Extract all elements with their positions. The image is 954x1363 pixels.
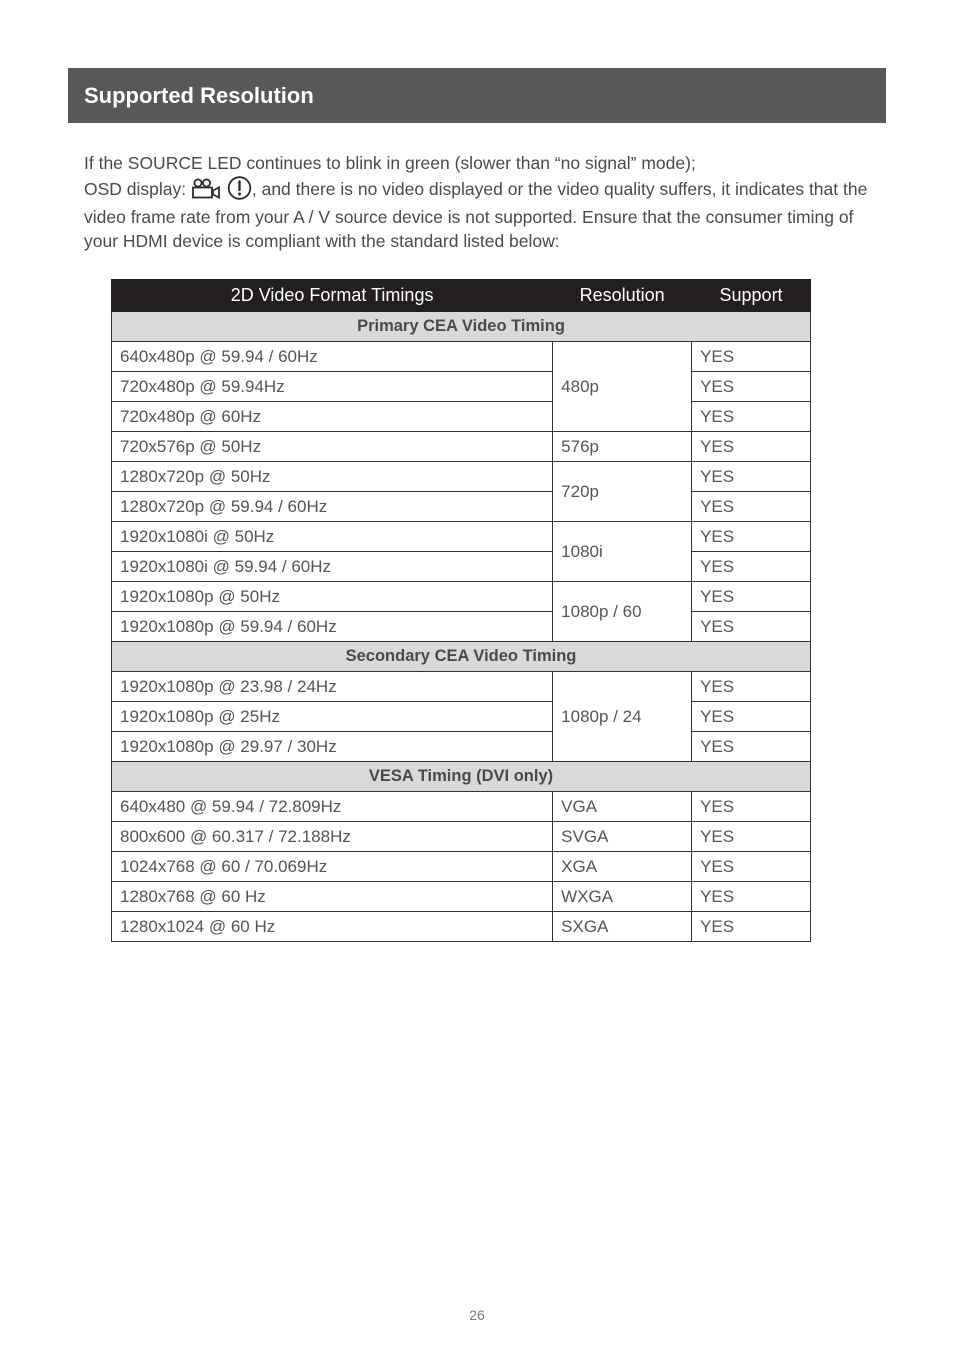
timing-cell: 640x480 @ 59.94 / 72.809Hz xyxy=(112,792,553,822)
resolution-cell: 480p xyxy=(553,342,692,432)
table-row xyxy=(112,342,811,372)
video-camera-icon xyxy=(191,178,222,207)
table-row xyxy=(112,732,811,762)
section-title-bar xyxy=(68,68,886,123)
resolution-cell: 1080p / 24 xyxy=(553,672,692,762)
section-header-row xyxy=(112,762,811,792)
osd-prefix: OSD display: xyxy=(84,178,191,199)
support-cell: YES xyxy=(692,612,811,642)
alert-circle-icon xyxy=(227,176,252,207)
support-cell: YES xyxy=(692,432,811,462)
support-cell: YES xyxy=(692,792,811,822)
section-title: Primary CEA Video Timing xyxy=(112,312,811,342)
support-cell: YES xyxy=(692,702,811,732)
timing-cell: 1280x1024 @ 60 Hz xyxy=(112,912,553,942)
table-row xyxy=(112,912,811,942)
support-cell: YES xyxy=(692,342,811,372)
table-row xyxy=(112,372,811,402)
page-title: Supported Resolution xyxy=(84,82,314,108)
timing-cell: 640x480p @ 59.94 / 60Hz xyxy=(112,342,553,372)
timing-cell: 1280x720p @ 59.94 / 60Hz xyxy=(112,492,553,522)
timing-cell: 1024x768 @ 60 / 70.069Hz xyxy=(112,852,553,882)
column-header-timings: 2D Video Format Timings xyxy=(112,280,553,312)
table-row xyxy=(112,432,811,462)
resolution-cell: SXGA xyxy=(553,912,692,942)
section-title: Secondary CEA Video Timing xyxy=(112,642,811,672)
resolution-cell: 1080i xyxy=(553,522,692,582)
column-header-resolution: Resolution xyxy=(553,280,692,312)
timing-cell: 720x480p @ 60Hz xyxy=(112,402,553,432)
section-title: VESA Timing (DVI only) xyxy=(112,762,811,792)
timing-cell: 1920x1080i @ 59.94 / 60Hz xyxy=(112,552,553,582)
section-header-row xyxy=(112,642,811,672)
column-header-support: Support xyxy=(692,280,811,312)
support-cell: YES xyxy=(692,372,811,402)
table-row xyxy=(112,702,811,732)
support-cell: YES xyxy=(692,492,811,522)
resolution-cell: 576p xyxy=(553,432,692,462)
support-cell: YES xyxy=(692,732,811,762)
timing-cell: 1920x1080p @ 50Hz xyxy=(112,582,553,612)
timing-cell: 1920x1080p @ 29.97 / 30Hz xyxy=(112,732,553,762)
intro-line-2 xyxy=(84,176,874,254)
support-cell: YES xyxy=(692,852,811,882)
support-cell: YES xyxy=(692,882,811,912)
support-cell: YES xyxy=(692,552,811,582)
resolution-cell: VGA xyxy=(553,792,692,822)
support-cell: YES xyxy=(692,402,811,432)
timing-cell: 1920x1080p @ 59.94 / 60Hz xyxy=(112,612,553,642)
timing-cell: 1280x720p @ 50Hz xyxy=(112,462,553,492)
timing-cell: 1920x1080i @ 50Hz xyxy=(112,522,553,552)
table-header-row xyxy=(112,280,811,312)
intro-paragraph xyxy=(84,152,874,253)
table-row xyxy=(112,582,811,612)
table-row xyxy=(112,672,811,702)
section-header-row xyxy=(112,312,811,342)
table-row xyxy=(112,792,811,822)
page-number: 26 xyxy=(469,1307,485,1323)
resolution-cell: 1080p / 60 xyxy=(553,582,692,642)
support-cell: YES xyxy=(692,912,811,942)
table-row xyxy=(112,462,811,492)
osd-suffix: , and there is no video displayed or the video quality suffers, it indicates that the video frame rate from your A / V source device is not supported. Ensure that the consumer timing of your HDMI device is compliant with the standard listed below: xyxy=(84,178,868,251)
table-row xyxy=(112,492,811,522)
table-row xyxy=(112,822,811,852)
supported-resolution-table xyxy=(111,279,811,942)
table-row xyxy=(112,552,811,582)
timing-cell: 800x600 @ 60.317 / 72.188Hz xyxy=(112,822,553,852)
resolution-cell: WXGA xyxy=(553,882,692,912)
resolution-cell: 720p xyxy=(553,462,692,522)
table-row xyxy=(112,402,811,432)
table-row xyxy=(112,522,811,552)
table-row xyxy=(112,852,811,882)
table-row xyxy=(112,612,811,642)
support-cell: YES xyxy=(692,522,811,552)
support-cell: YES xyxy=(692,582,811,612)
timing-cell: 1920x1080p @ 25Hz xyxy=(112,702,553,732)
support-cell: YES xyxy=(692,822,811,852)
support-cell: YES xyxy=(692,462,811,492)
timing-cell: 1920x1080p @ 23.98 / 24Hz xyxy=(112,672,553,702)
table-row xyxy=(112,882,811,912)
timing-cell: 720x480p @ 59.94Hz xyxy=(112,372,553,402)
timing-cell: 1280x768 @ 60 Hz xyxy=(112,882,553,912)
timing-cell: 720x576p @ 50Hz xyxy=(112,432,553,462)
resolution-cell: SVGA xyxy=(553,822,692,852)
intro-line-1: If the SOURCE LED continues to blink in green (slower than “no signal” mode); xyxy=(84,153,696,173)
support-cell: YES xyxy=(692,672,811,702)
resolution-cell: XGA xyxy=(553,852,692,882)
table-body xyxy=(112,312,811,942)
